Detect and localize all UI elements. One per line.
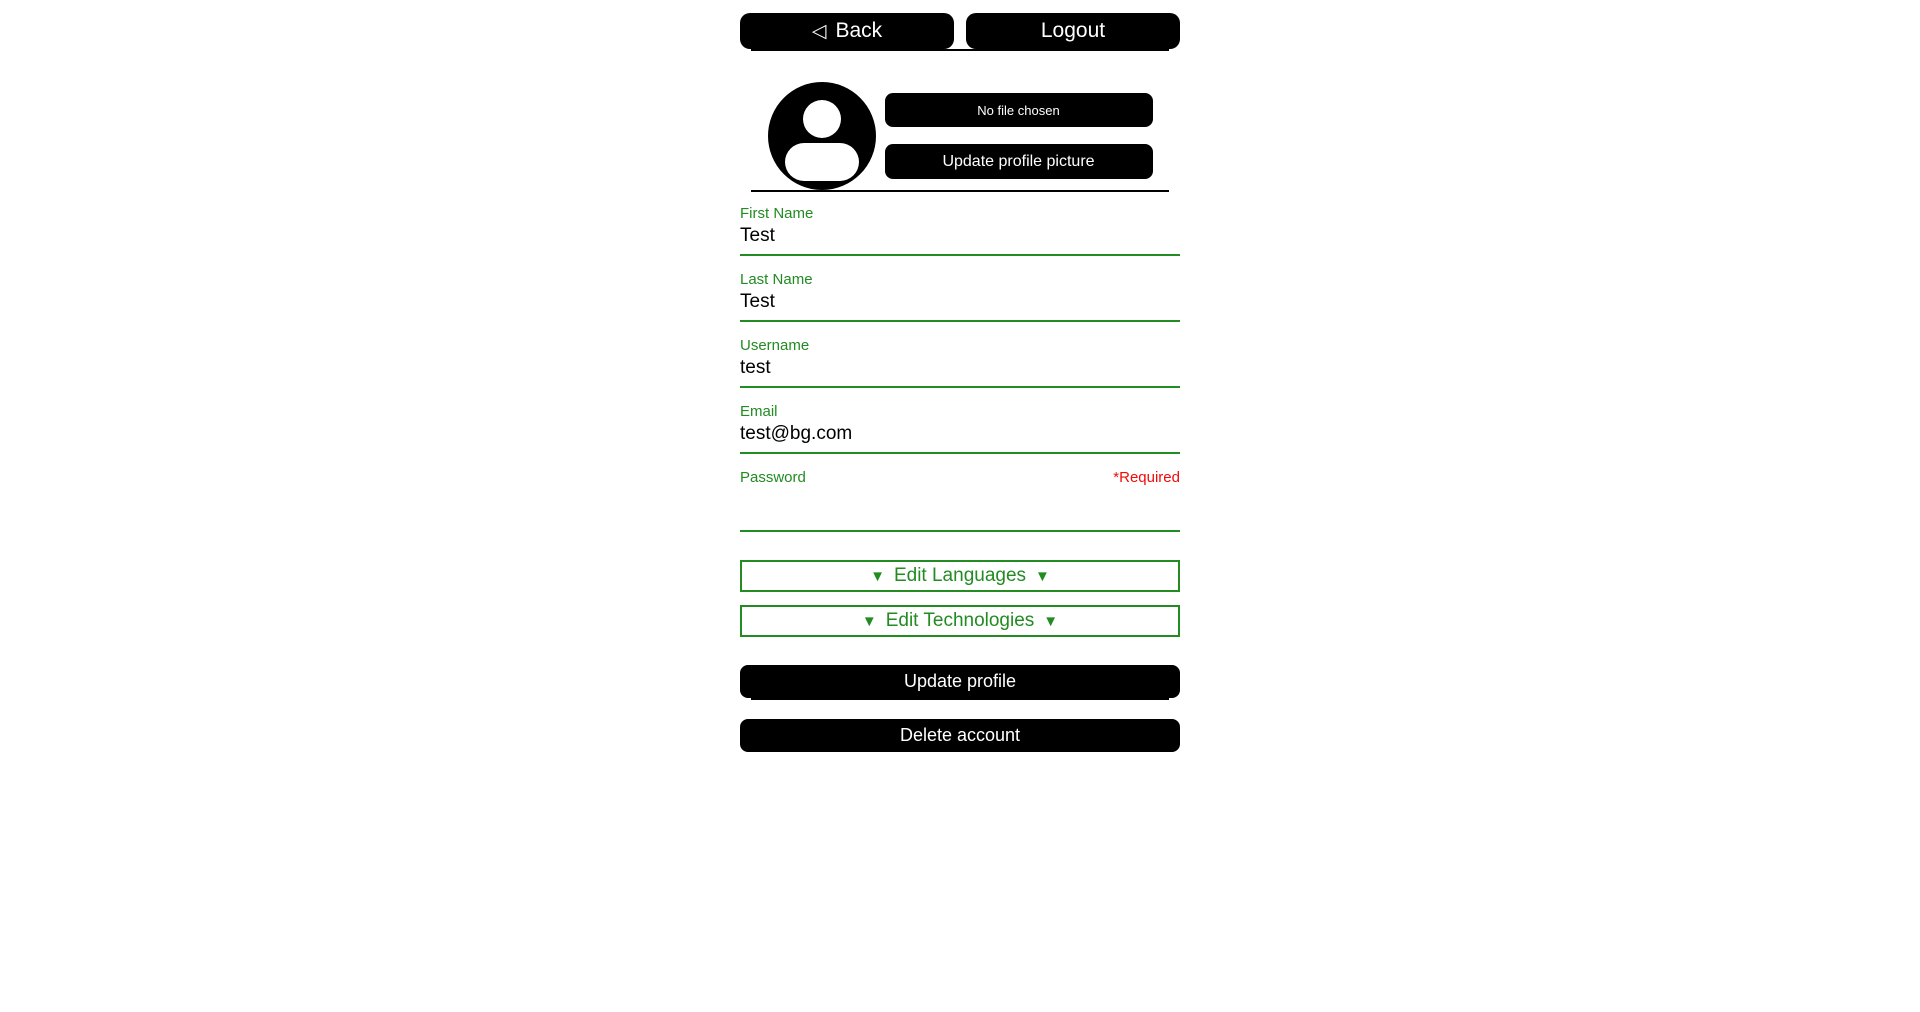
email-field — [740, 403, 1180, 454]
edit-technologies-label: Edit Technologies — [885, 610, 1035, 631]
required-note: *Required — [1113, 469, 1180, 486]
password-label: Password — [740, 469, 806, 486]
person-circle-icon — [768, 82, 876, 190]
password-input[interactable] — [740, 486, 1180, 532]
chevron-down-icon: ▼ — [1043, 612, 1059, 630]
first-name-field — [740, 205, 1180, 256]
divider — [751, 698, 1169, 700]
password-field — [740, 469, 1180, 532]
username-field — [740, 337, 1180, 388]
update-profile-label: Update profile — [903, 671, 1017, 691]
top-button-row — [740, 13, 1180, 49]
delete-account-label: Delete account — [899, 725, 1021, 745]
logout-button-label: Logout — [1040, 19, 1106, 42]
first-name-label: First Name — [740, 205, 814, 222]
profile-page — [740, 0, 1180, 752]
back-button-label: Back — [835, 19, 883, 42]
edit-technologies-button[interactable] — [740, 605, 1180, 637]
update-profile-picture-label: Update profile picture — [942, 152, 1095, 170]
last-name-label: Last Name — [740, 271, 813, 288]
first-name-input[interactable] — [740, 222, 1180, 256]
chevron-down-icon: ▼ — [870, 567, 885, 585]
chevron-down-icon: ▼ — [1035, 567, 1050, 585]
delete-account-button[interactable] — [740, 719, 1180, 752]
username-label: Username — [740, 337, 810, 354]
file-input[interactable] — [885, 93, 1153, 127]
picture-buttons — [885, 93, 1153, 179]
back-button[interactable] — [740, 13, 954, 49]
email-label: Email — [740, 403, 778, 420]
divider — [751, 190, 1169, 192]
logout-button[interactable] — [966, 13, 1180, 49]
update-profile-picture-button[interactable] — [885, 144, 1153, 179]
last-name-field — [740, 271, 1180, 322]
username-input[interactable] — [740, 354, 1180, 388]
profile-picture-section — [740, 82, 1180, 190]
password-field-head — [740, 469, 1180, 486]
chevron-down-icon: ▼ — [861, 612, 877, 630]
file-input-status: No file chosen — [977, 102, 1060, 118]
update-profile-button[interactable] — [740, 665, 1180, 698]
last-name-input[interactable] — [740, 288, 1180, 322]
back-icon: ◁ — [811, 20, 827, 42]
divider — [751, 49, 1169, 51]
email-input[interactable] — [740, 420, 1180, 454]
edit-languages-button[interactable] — [740, 560, 1180, 592]
edit-languages-label: Edit Languages — [893, 565, 1027, 586]
